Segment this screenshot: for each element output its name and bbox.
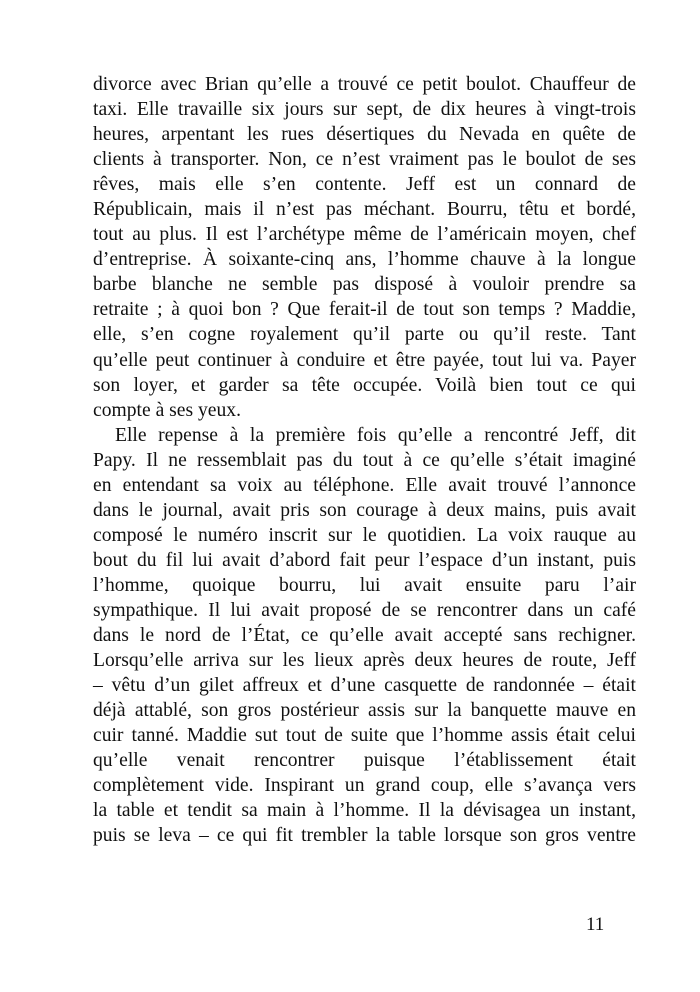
text-line: clients à transporter. Non, ce n’est vraiment pas le boulot de ses	[93, 149, 636, 171]
paragraph-1	[93, 72, 636, 423]
text-line: déjà attablé, son gros postérieur assis sur la banquette mauve en	[93, 700, 636, 722]
text-line: Papy. Il ne ressemblait pas du tout à ce qu’elle s’était imaginé	[93, 449, 636, 471]
text-line: cuir tanné. Maddie sut tout de suite que l’homme assis était celui	[93, 725, 636, 747]
text-line: Républicain, mais il n’est pas méchant. Bourru, têtu et bordé,	[93, 199, 636, 221]
text-line: taxi. Elle travaille six jours sur sept, de dix heures à vingt-trois	[93, 99, 636, 121]
text-line: qu’elle venait rencontrer puisque l’établissement était	[93, 750, 636, 772]
text-line: compte à ses yeux.	[93, 399, 241, 421]
text-line: la table et tendit sa main à l’homme. Il la dévisagea un instant,	[93, 800, 636, 822]
text-line: l’homme, quoique bourru, lui avait ensuite paru l’air	[93, 574, 636, 596]
text-line: heures, arpentant les rues désertiques du Nevada en quête de	[93, 124, 636, 146]
body-text	[93, 72, 636, 848]
text-line: d’entreprise. À soixante-cinq ans, l’homme chauve à la longue	[93, 249, 636, 271]
text-line: puis se leva – ce qui fit trembler la table lorsque son gros ventre	[93, 825, 636, 847]
page-number: 11	[586, 914, 605, 935]
text-line: dans le nord de l’État, ce qu’elle avait accepté sans rechigner.	[93, 625, 636, 647]
text-line: divorce avec Brian qu’elle a trouvé ce petit boulot. Chauffeur de	[93, 74, 636, 95]
text-line: Elle repense à la première fois qu’elle a rencontré Jeff, dit	[115, 424, 636, 446]
text-line: qu’elle peut continuer à conduire et être payée, tout lui va. Payer	[93, 349, 636, 371]
text-line: rêves, mais elle s’en contente. Jeff est un connard de	[93, 174, 636, 196]
text-line: – vêtu d’un gilet affreux et d’une casquette de randonnée – était	[93, 675, 636, 697]
text-line: Lorsqu’elle arriva sur les lieux après deux heures de route, Jeff	[93, 650, 636, 672]
text-line: complètement vide. Inspirant un grand coup, elle s’avança vers	[93, 775, 636, 797]
text-line: sympathique. Il lui avait proposé de se rencontrer dans un café	[93, 599, 636, 621]
text-line: dans le journal, avait pris son courage à deux mains, puis avait	[93, 499, 636, 521]
text-line: retraite ; à quoi bon ? Que ferait-il de tout son temps ? Maddie,	[93, 299, 636, 321]
text-line: barbe blanche ne semble pas disposé à vouloir prendre sa	[93, 274, 636, 296]
text-line: elle, s’en cogne royalement qu’il parte ou qu’il reste. Tant	[93, 324, 636, 346]
text-line: en entendant sa voix au téléphone. Elle avait trouvé l’annonce	[93, 474, 636, 496]
text-line: bout du fil lui avait d’abord fait peur l’espace d’un instant, puis	[93, 549, 636, 571]
paragraph-2	[93, 423, 636, 849]
text-line: composé le numéro inscrit sur le quotidien. La voix rauque au	[93, 524, 636, 546]
text-line: son loyer, et garder sa tête occupée. Voilà bien tout ce qui	[93, 374, 636, 396]
text-line: tout au plus. Il est l’archétype même de l’américain moyen, chef	[93, 224, 636, 246]
